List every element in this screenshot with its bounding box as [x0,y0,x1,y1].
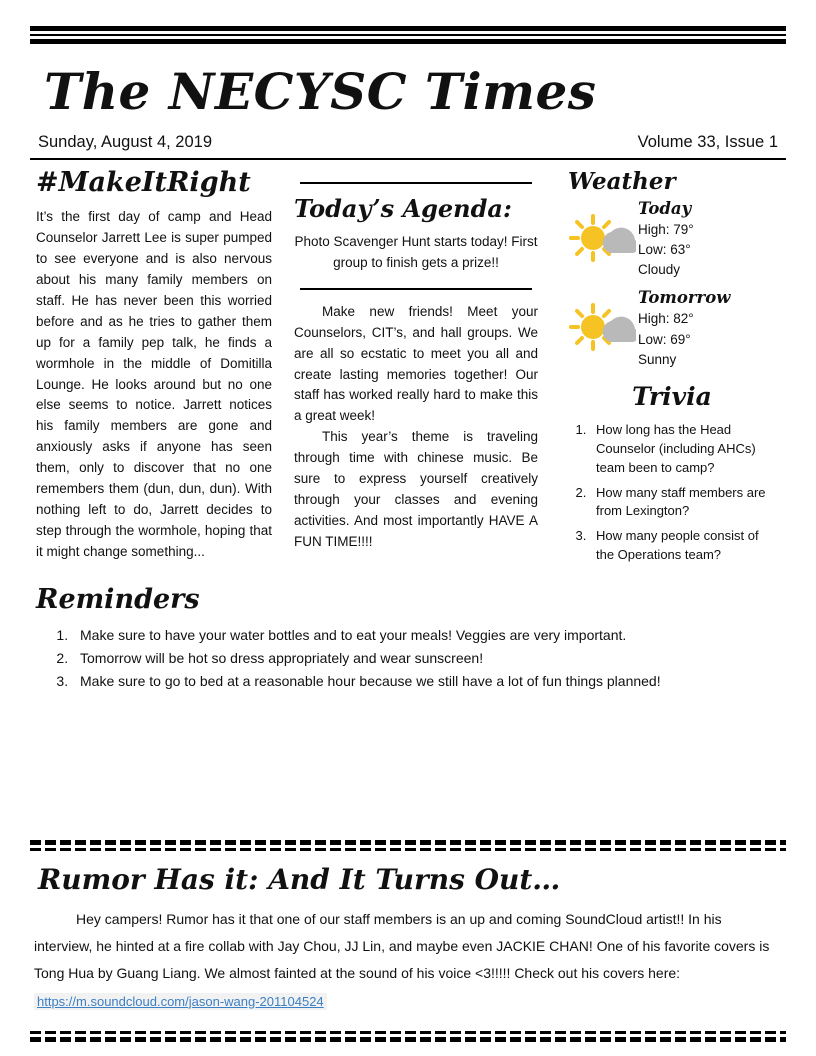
list-item: 3. Make sure to go to bed at a reasonable hour because we still have a lot of fun things planned! [72,671,786,692]
agenda-paragraph-2: This year’s theme is traveling through time with chinese music. Be sure to express yourself creatively through your classes and evening activities. And most importantly HAVE A FUN TIME!!!! [294,429,538,549]
lead-body: It’s the first day of camp and Head Counselor Jarrett Lee is super pumped to see everyone and is also nervous about his many family members on staff. He has never been this worried before and as he tries to gather them up for a family pep talk, he finds a wormhole in the middle of Domitilla Lounge. He looks around but no one else seems to notice. Jarrett notices his family members are gone and anxiously asks if anyone has seen them, only to discover that no one remembers them (dun, dun, dun). With nothing left to do, Jarrett decides to step through the wormhole, hoping that it might change something... [36,209,272,559]
issue-date: Sunday, August 4, 2019 [38,132,212,151]
agenda-highlight: Photo Scavenger Hunt starts today! First group to finish gets a prize!! [294,233,538,270]
weather-condition: Sunny [638,351,677,367]
weather-day-today [564,197,780,281]
trivia-list [564,421,780,565]
masthead-title: The NECYSC Times [44,62,597,121]
sun-behind-cloud-icon [564,197,638,267]
rule-dashed-thin [30,848,786,851]
reminders-section [30,585,786,692]
agenda-headline: Today’s Agenda: [294,193,512,223]
weather-high: High: 82° [638,311,694,327]
weather-day-tomorrow [564,286,780,370]
rule-dashed-thick [30,1037,786,1042]
weather-info-tomorrow [638,286,730,370]
agenda-rule-bottom [300,288,532,290]
weather-day-label: Tomorrow [638,288,731,308]
issue-volume: Volume 33, Issue 1 [637,132,778,151]
rumor-paragraph: Hey campers! Rumor has it that one of our staff members is an up and coming SoundCloud artist!! In his interview, he hinted at a fire collab with Jay Chou, JJ Lin, and maybe even JACKIE CHAN! One of his favorite covers is Tong Hua by Guang Liang. We almost fainted at the sound of his voice <3!!!!! Check out his covers here: [34,910,770,982]
weather-high: High: 79° [638,221,694,237]
agenda-paragraph-1: Make new friends! Meet your Counselors, CIT’s, and hall groups. We are all so ecstatic to meet you all and create lasting memories together! Our staff has worked really hard to make this a great week! [294,303,538,424]
weather-day-label: Today [638,198,692,218]
weather-condition: Cloudy [638,262,681,277]
column-left [30,168,282,571]
weather-low: Low: 69° [638,331,691,347]
soundcloud-link[interactable]: https://m.soundcloud.com/jason-wang-201104524 [34,993,327,1010]
list-item: 1. How long has the Head Counselor (including AHCs) team been to camp? [590,421,780,478]
weather-low: Low: 63° [638,241,691,257]
reminders-list [36,625,786,692]
rumor-text [34,906,782,1015]
dateline [30,133,786,160]
agenda-rule-top [300,182,532,184]
reminders-headline: Reminders [36,583,200,615]
top-rule-thick-2 [30,39,786,44]
list-item: 2. Tomorrow will be hot so dress appropriately and wear sunscreen! [72,648,786,669]
weather-headline: Weather [568,167,676,195]
column-middle [282,168,550,571]
list-item: 2. How many staff members are from Lexington? [590,484,780,522]
list-item: 1. Make sure to have your water bottles and to eat your meals! Veggies are very important. [72,625,786,646]
column-right [550,168,786,571]
sun-behind-cloud-icon [564,286,638,356]
lead-headline: #MakeItRight [36,166,251,198]
rumor-headline: Rumor Has it: And It Turns Out… [38,862,561,896]
main-columns [30,168,786,571]
top-rule-group [30,26,786,44]
weather-info-today [638,197,694,281]
rumor-rule-group-top [30,840,786,851]
rumor-section [30,840,786,1042]
trivia-headline: Trivia [632,382,712,411]
list-item: 3. How many people consist of the Operations team? [590,527,780,565]
rumor-body-wrap [30,863,786,1015]
rumor-rule-group-bottom [30,1031,786,1042]
